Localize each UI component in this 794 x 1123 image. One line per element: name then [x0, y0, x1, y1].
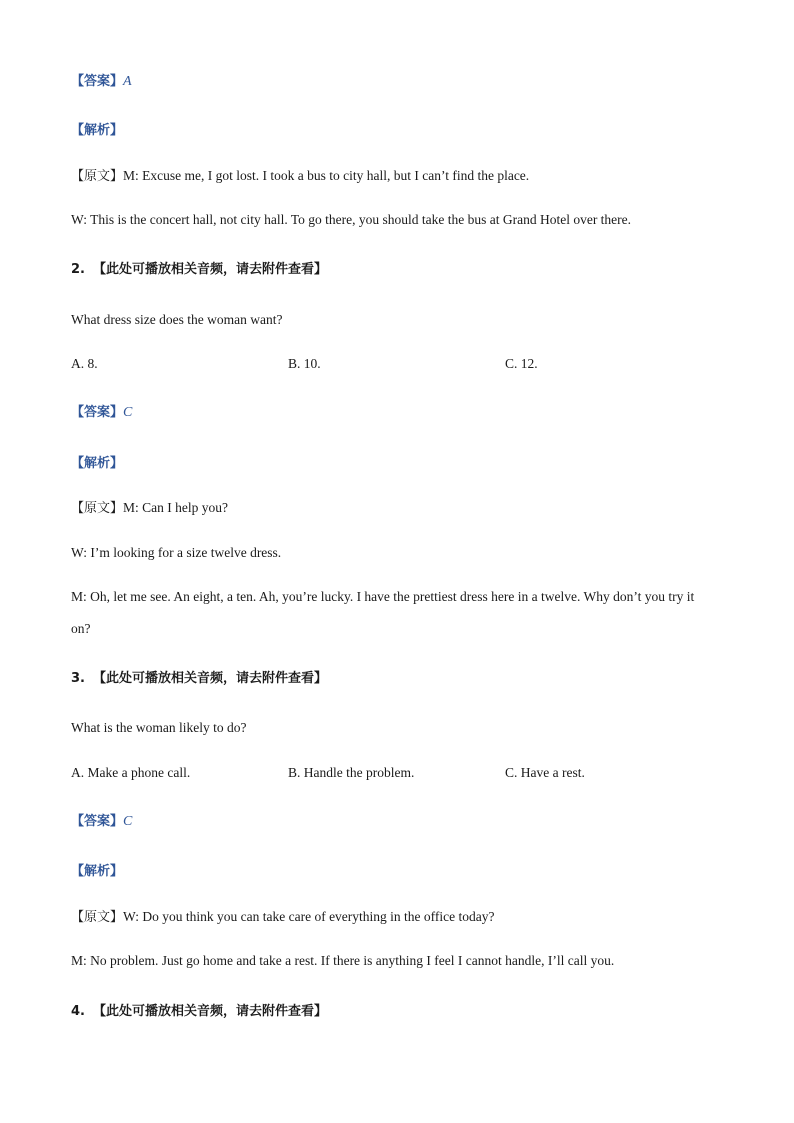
transcript-line: M: No problem. Just go home and take a rest. If there is anything I feel I cannot handle, I’ll call you.	[71, 953, 615, 968]
question-number: 3.	[71, 671, 85, 686]
option-a: A. 8.	[71, 356, 98, 371]
audio-note: 【此处可播放相关音频，请去附件查看】	[92, 262, 327, 277]
question-number: 4.	[71, 1004, 85, 1019]
answer-value: C	[123, 814, 133, 829]
transcript-line: on?	[71, 621, 91, 636]
answer-value: C	[123, 405, 133, 420]
transcript-line: W: I’m looking for a size twelve dress.	[71, 545, 282, 560]
answer-line-1	[71, 73, 132, 91]
transcript-text: M: Can I help you?	[123, 500, 228, 515]
option-a: A. Make a phone call.	[71, 765, 191, 780]
analysis-heading-1: 【解析】	[71, 123, 124, 138]
option-c: C. 12.	[505, 356, 538, 371]
audio-note: 【此处可播放相关音频，请去附件查看】	[92, 1004, 327, 1019]
question-text-3: What is the woman likely to do?	[71, 720, 247, 735]
answer-tag: 【答案】	[71, 814, 124, 829]
question-text-2: What dress size does the woman want?	[71, 312, 283, 327]
answer-line-2	[71, 404, 132, 422]
answer-tag: 【答案】	[71, 405, 124, 420]
transcript-line	[71, 167, 529, 186]
question-header-2	[71, 260, 327, 279]
option-b: B. 10.	[288, 356, 321, 371]
analysis-heading-3: 【解析】	[71, 864, 124, 879]
answer-line-3	[71, 813, 132, 831]
option-b: B. Handle the problem.	[288, 765, 415, 780]
answer-value: A	[123, 74, 132, 89]
analysis-heading-2: 【解析】	[71, 456, 124, 471]
transcript-tag: 【原文】	[71, 169, 124, 184]
question-header-3	[71, 669, 327, 688]
transcript-line: M: Oh, let me see. An eight, a ten. Ah, you’re lucky. I have the prettiest dress here in a twelve. Why don’t you try it	[71, 589, 695, 604]
transcript-text: M: Excuse me, I got lost. I took a bus to city hall, but I can’t find the place.	[123, 168, 530, 183]
question-number: 2.	[71, 262, 85, 277]
transcript-tag: 【原文】	[71, 501, 124, 516]
question-header-4	[71, 1002, 327, 1021]
option-c: C. Have a rest.	[505, 765, 585, 780]
answer-tag: 【答案】	[71, 74, 124, 89]
transcript-line	[71, 499, 228, 518]
transcript-line: W: This is the concert hall, not city hall. To go there, you should take the bus at Grand Hotel over there.	[71, 212, 632, 227]
transcript-text: W: Do you think you can take care of everything in the office today?	[123, 909, 495, 924]
transcript-line	[71, 908, 495, 927]
audio-note: 【此处可播放相关音频，请去附件查看】	[92, 671, 327, 686]
transcript-tag: 【原文】	[71, 910, 124, 925]
